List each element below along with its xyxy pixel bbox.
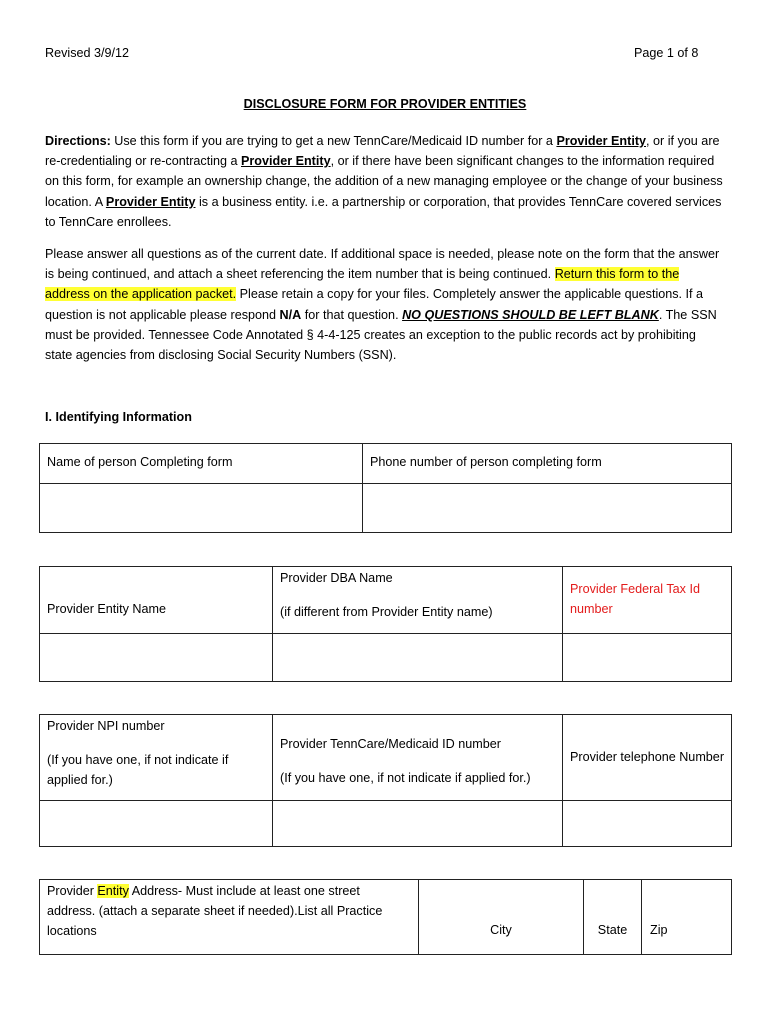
return-address-highlight: Return this form to the address on the application packet. (45, 267, 680, 302)
section-heading: I. Identifying Information (45, 410, 192, 424)
federal-tax-id-field[interactable] (563, 634, 732, 682)
address-text-1: Provider (47, 884, 98, 898)
directions-paragraph (45, 131, 725, 232)
instructions-paragraph (45, 244, 725, 365)
provider-entity-term: Provider Entity (241, 154, 331, 169)
completer-name-header: Name of person Completing form (40, 444, 363, 484)
dba-name-header (273, 567, 563, 634)
entity-highlight: Entity (97, 884, 129, 898)
medicaid-id-note: (If you have one, if not indicate if applied for.) (280, 771, 531, 785)
page-title: DISCLOSURE FORM FOR PROVIDER ENTITIES (243, 97, 527, 111)
telephone-header: Provider telephone Number (563, 715, 732, 801)
instructions-text-2: Please retain a copy for your files. Completely answer the applicable questions. If a question is not applicable please respond (45, 287, 704, 322)
dba-name-note: (if different from Provider Entity name) (280, 605, 493, 619)
directions-label: Directions: (45, 134, 111, 148)
address-header (40, 880, 419, 955)
instructions-text-4: . The SSN must be provided. Tennessee Code Annotated § 4-4-125 creates an exception to the public records act by prohibiting state agencies from disclosing Social Security Numbers (SSN). (45, 307, 717, 363)
city-header: City (419, 880, 584, 955)
no-blank-warning: NO QUESTIONS SHOULD BE LEFT BLANK (402, 307, 659, 322)
npi-header (40, 715, 273, 801)
provider-entity-term: Provider Entity (105, 194, 196, 209)
completer-phone-field[interactable] (363, 484, 732, 533)
address-table (39, 879, 732, 955)
state-header: State (584, 880, 642, 955)
provider-entity-term: Provider Entity (556, 134, 647, 148)
entity-name-header: Provider Entity Name (40, 567, 273, 634)
instructions-text-1: Please answer all questions as of the current date. If additional space is needed, please note on the form that the answer is being continued, and attach a sheet referencing the item number that is being continued. (45, 247, 720, 282)
npi-note: (If you have one, if not indicate if applied for.) (47, 753, 229, 787)
telephone-field[interactable] (563, 801, 732, 847)
federal-tax-id-header: Provider Federal Tax Id number (563, 567, 732, 634)
instructions-text-3: for that question. (301, 307, 403, 322)
dba-name-field[interactable] (273, 634, 563, 682)
dba-name-label: Provider DBA Name (280, 571, 393, 585)
provider-ids-table (39, 714, 732, 847)
na-term: N/A (279, 307, 302, 322)
completer-name-field[interactable] (40, 484, 363, 533)
address-text-2: Address- Must include at least one street address. (attach a separate sheet if needed).List all Practice locations (47, 884, 383, 938)
page-number: Page 1 of 8 (634, 46, 699, 60)
revised-date: Revised 3/9/12 (45, 46, 130, 60)
npi-field[interactable] (40, 801, 273, 847)
directions-text-3: , or if there have been significant changes to the information required on this form, for example an ownership change, the addition of a new managing employee or the change of your business location. A (45, 154, 723, 209)
medicaid-id-label: Provider TennCare/Medicaid ID number (280, 737, 501, 751)
zip-header: Zip (642, 880, 732, 955)
entity-name-field[interactable] (40, 634, 273, 682)
completer-phone-header: Phone number of person completing form (363, 444, 732, 484)
directions-text-2: , or if you are re-credentialing or re-contracting a (45, 134, 720, 169)
directions-text-4: is a business entity. i.e. a partnership or corporation, that provides TennCare covered services to TennCare enrollees. (45, 194, 722, 229)
medicaid-id-header (273, 715, 563, 801)
provider-entity-table (39, 566, 732, 682)
medicaid-id-field[interactable] (273, 801, 563, 847)
directions-text-1: Use this form if you are trying to get a new TennCare/Medicaid ID number for a (110, 134, 557, 148)
npi-label: Provider NPI number (47, 719, 165, 733)
completer-table (39, 443, 732, 533)
